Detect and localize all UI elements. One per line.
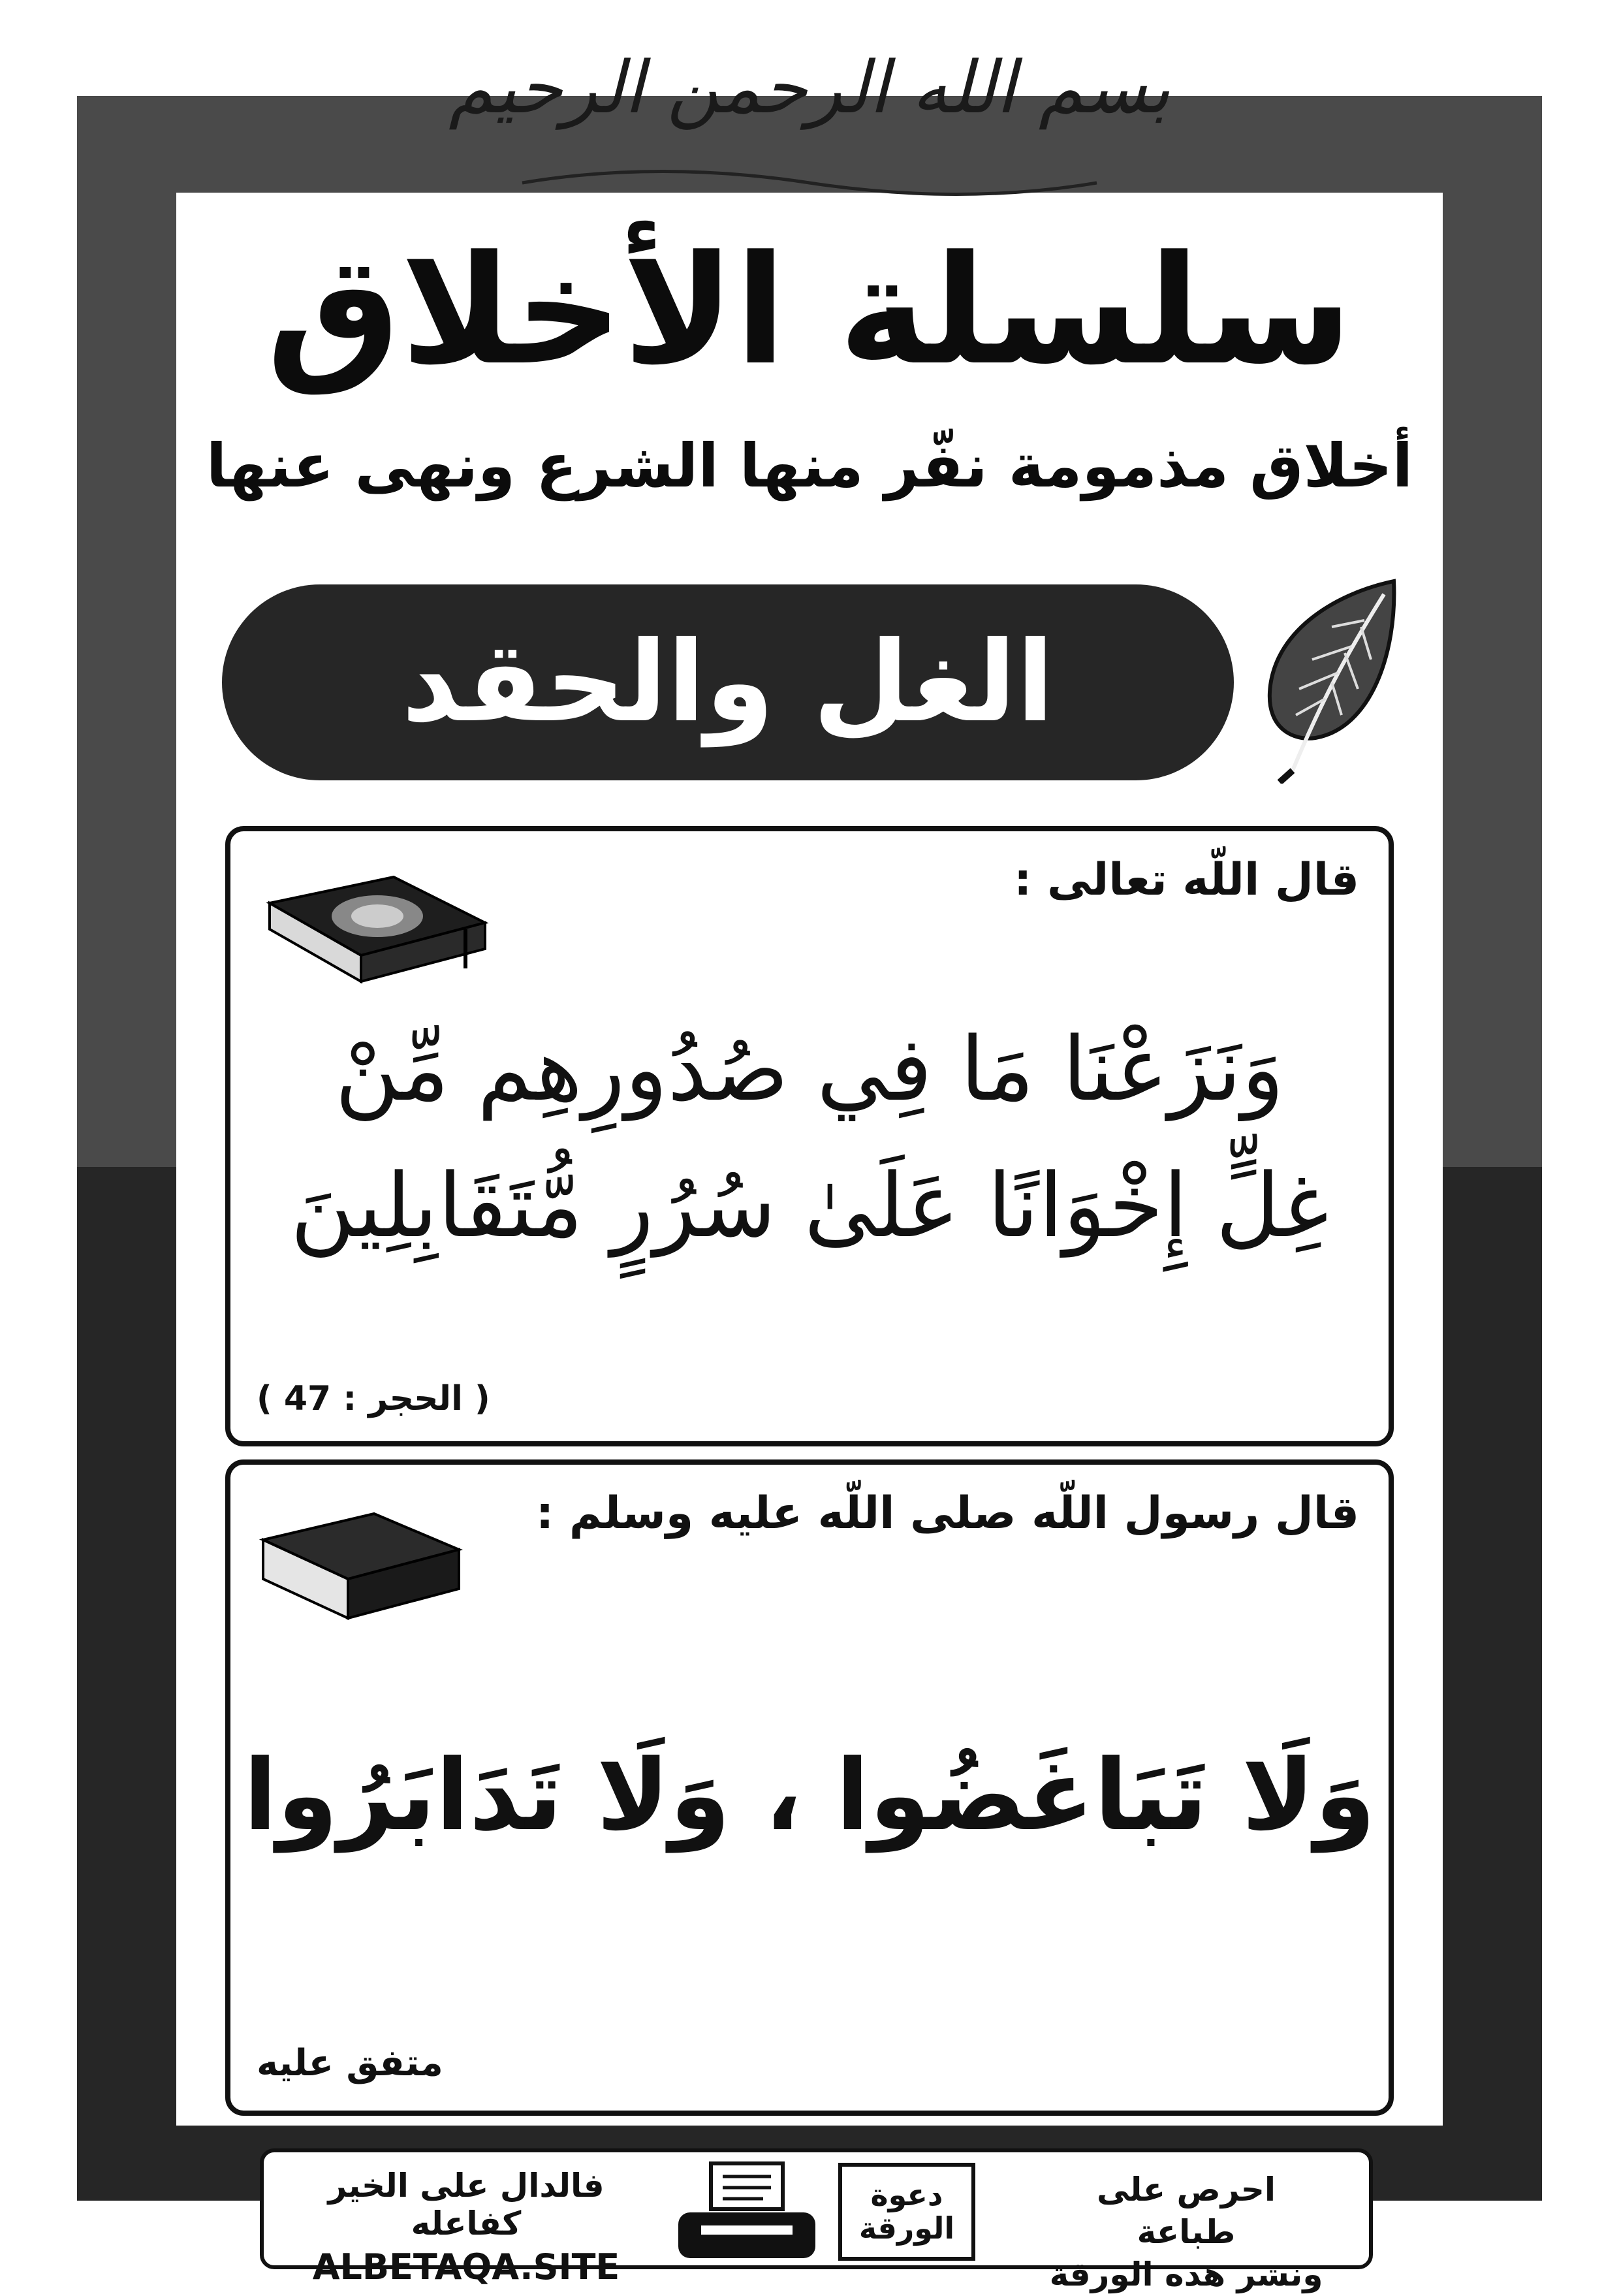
printer-icon — [672, 2160, 822, 2265]
leaf-icon — [1253, 575, 1404, 784]
book-icon — [250, 1501, 472, 1631]
dawah-logo — [838, 2163, 975, 2261]
logo-bottom-text: الورقة — [858, 2210, 955, 2246]
hadith-text: وَلَا تَبَاغَضُوا ، وَلَا تَدَابَرُوا — [243, 1739, 1375, 1853]
footer-motto: فالدال على الخير كفاعله — [328, 2167, 605, 2242]
hadith-source: متفق عليه — [257, 2042, 443, 2084]
call-line-2: ونشر هذه الورقة — [1049, 2256, 1323, 2293]
logo-top-text: دعوة — [870, 2177, 943, 2213]
hadith-card-heading: قال رسول اللّه صلى اللّه عليه وسلم : — [536, 1488, 1359, 1539]
quran-verse-card — [225, 826, 1394, 1446]
verse-line: غِلٍّ إِخْوَانًا عَلَىٰ سُرُرٍ مُّتَقَابِلِينَ — [290, 1155, 1329, 1258]
topic-title: الغل والحقد — [401, 618, 1054, 747]
call-line-1: احرص على طباعة — [1096, 2171, 1276, 2251]
footer — [260, 2148, 1373, 2293]
quran-icon — [250, 864, 498, 995]
quran-card-heading: قال اللّه تعالى : — [1014, 854, 1359, 906]
footer-motto-block — [296, 2167, 636, 2288]
basmala: بسم الله الرحمن الرحيم — [448, 46, 1171, 129]
footer-site-link[interactable]: ALBETAQA.SITE — [312, 2246, 620, 2288]
series-title: سلسلة الأخلاق — [266, 224, 1353, 398]
basmala-flourish-icon — [509, 163, 1110, 202]
verse-reference: ( الحجر : 47 ) — [257, 1379, 490, 1418]
verse-line: وَنَزَعْنَا مَا فِي صُدُورِهِم مِّنْ — [335, 1018, 1284, 1121]
hadith-card — [225, 1459, 1394, 2116]
topic-banner — [222, 584, 1234, 780]
series-subtitle: أخلاق مذمومة نفّر منها الشرع ونهى عنها — [206, 431, 1413, 501]
footer-call-to-action — [1043, 2169, 1330, 2296]
verse-text — [230, 1001, 1389, 1275]
